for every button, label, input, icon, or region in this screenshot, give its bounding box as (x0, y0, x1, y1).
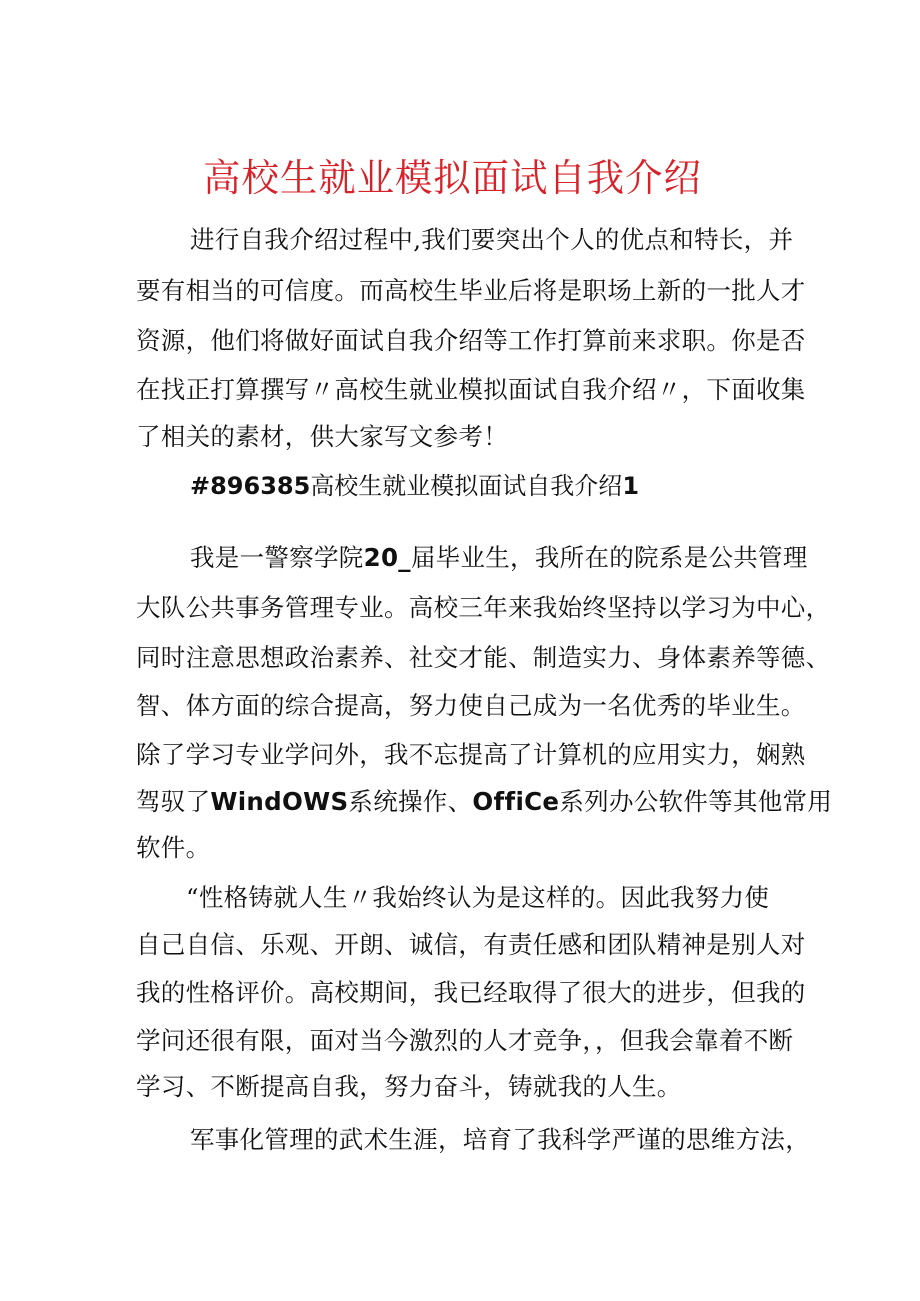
para1-text: 届毕业生，我所在的院系是公共管理 (410, 543, 808, 572)
para2-line-3: 我的性格评价。高校期间，我已经取得了很大的进步，但我的 (136, 978, 806, 1007)
para1-office: OffiCe (472, 787, 560, 816)
para1-year: 20_ (363, 543, 411, 572)
intro-line-3: 资源，他们将做好面试自我介绍等工作打算前来求职。你是否 (136, 326, 806, 355)
para3-line-1: 军事化管理的武术生涯，培育了我科学严谨的思维方法， (190, 1125, 810, 1154)
para1-text: 驾驭了 (136, 787, 211, 816)
para1-text: 我是一警察学院 (190, 543, 364, 572)
para1-text: 系统操作、 (348, 787, 473, 816)
para2-line-2: 自己自信、乐观、开朗、诚信，有责任感和团队精神是别人对 (136, 930, 806, 959)
document-title: 高校生就业模拟面试自我介绍 (203, 156, 702, 200)
para1-line-1 (190, 540, 808, 576)
section-heading-number: #896385 (190, 472, 311, 500)
para2-line-5: 学习、不断提高自我，努力奋斗，铸就我的人生。 (136, 1072, 682, 1101)
para1-text: 系列办公软件等其他常用 (559, 787, 833, 816)
para1-line-5: 除了学习专业学问外，我不忘提高了计算机的应用实力，娴熟 (136, 740, 806, 769)
intro-line-5: 了相关的素材，供大家写文参考！ (136, 422, 508, 451)
para1-line-3: 同时注意思想政治素养、社交才能、制造实力、身体素养等德、 (136, 643, 831, 672)
section-heading-index: 1 (622, 472, 640, 500)
para1-line-2: 大队公共事务管理专业。高校三年来我始终坚持以学习为中心， (136, 593, 831, 622)
para1-windows: WindOWS (210, 787, 349, 816)
intro-line-1: 进行自我介绍过程中,我们要突出个人的优点和特长，并 (190, 225, 794, 254)
section-heading-text: 高校生就业模拟面试自我介绍 (310, 472, 623, 500)
para1-line-7: 软件。 (136, 833, 211, 862)
para1-line-6 (136, 784, 832, 820)
intro-line-4: 在找正打算撰写〃高校生就业模拟面试自我介绍〃，下面收集 (136, 375, 806, 404)
intro-line-2: 要有相当的可信度。而高校生毕业后将是职场上新的一批人才 (136, 276, 806, 305)
section-heading (190, 468, 639, 504)
para1-line-4: 智、体方面的综合提高，努力使自己成为一名优秀的毕业生。 (136, 691, 806, 720)
para2-line-1: “性格铸就人生〃我始终认为是这样的。因此我努力使 (186, 883, 770, 912)
para2-line-4: 学问还很有限，面对当今激烈的人才竞争，，但我会靠着不断 (136, 1026, 794, 1055)
